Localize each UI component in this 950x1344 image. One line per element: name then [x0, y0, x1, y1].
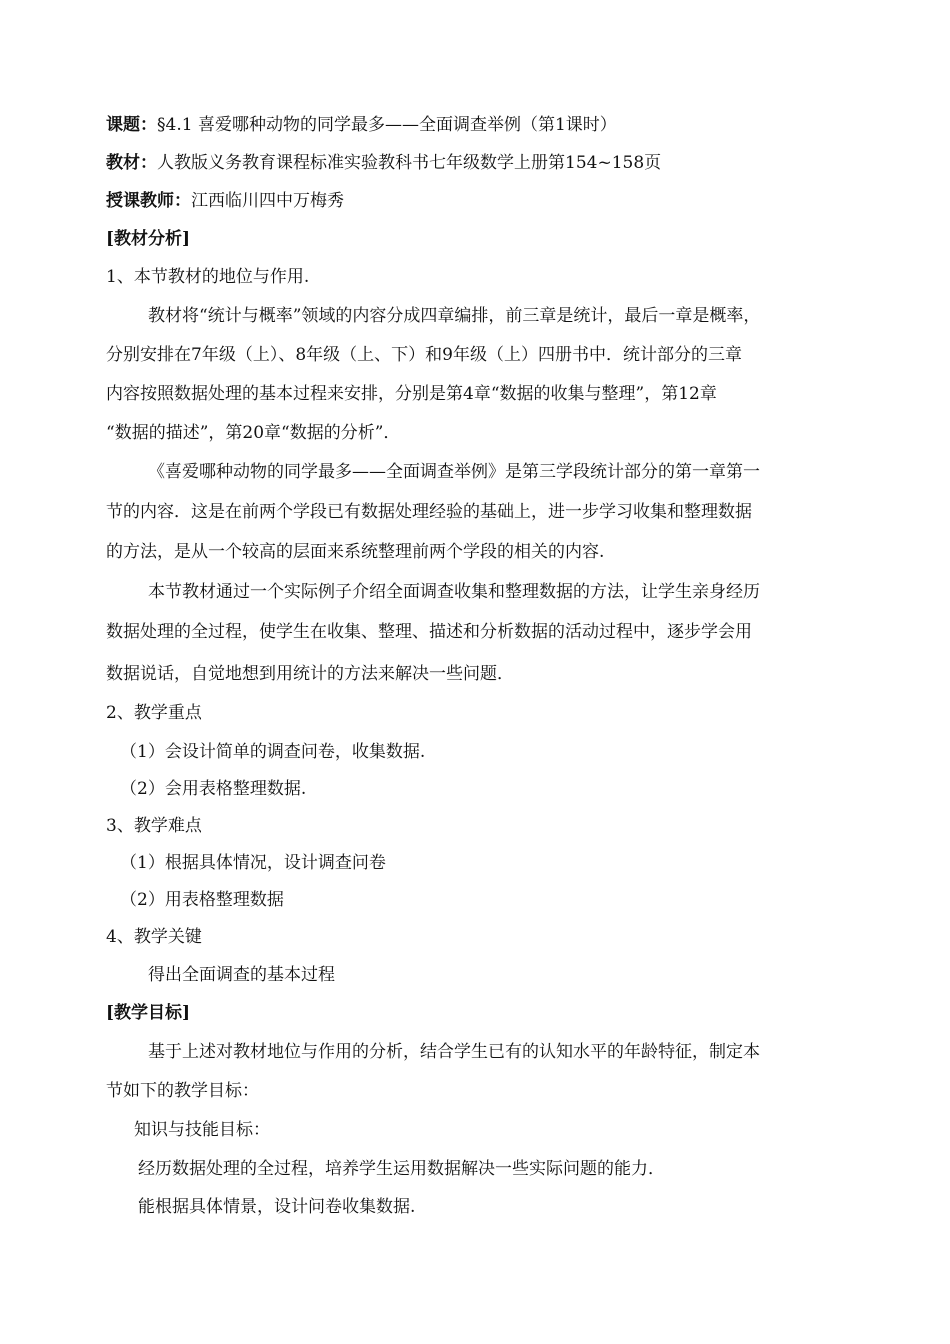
- textbook-line: [106, 151, 661, 175]
- teacher-line: [106, 189, 344, 213]
- goals-intro-line: 节如下的教学目标：: [106, 1081, 259, 1101]
- section-3-title: 3、教学难点: [106, 816, 202, 836]
- paragraph-3-line: 本节教材通过一个实际例子介绍全面调查收集和整理数据的方法，让学生亲身经历: [148, 582, 760, 602]
- textbook-label: 教材：: [106, 153, 157, 173]
- analysis-heading: [教材分析]: [106, 229, 191, 249]
- section-2-title: 2、教学重点: [106, 703, 202, 723]
- topic-label: 课题：: [106, 115, 157, 135]
- knowledge-title: 知识与技能目标：: [134, 1120, 270, 1140]
- paragraph-1-line: “数据的描述”，第20章“数据的分析”．: [106, 423, 401, 443]
- teacher-label: 授课教师：: [106, 191, 191, 211]
- paragraph-3-line: 数据处理的全过程，使学生在收集、整理、描述和分析数据的活动过程中，逐步学会用: [106, 622, 752, 642]
- section-3-item: （2）用表格整理数据: [120, 890, 284, 910]
- topic-line: [106, 113, 617, 137]
- section-2-item: （1）会设计简单的调查问卷，收集数据.: [120, 742, 426, 762]
- textbook-value: 人教版义务教育课程标准实验教科书七年级数学上册第154~158页: [157, 153, 662, 173]
- goals-heading: [教学目标]: [106, 1003, 191, 1023]
- goals-intro-line: 基于上述对教材地位与作用的分析，结合学生已有的认知水平的年龄特征，制定本: [148, 1042, 760, 1062]
- paragraph-1-line: 分别安排在7年级（上）、8年级（上、下）和9年级（上）四册书中．统计部分的三章: [106, 345, 742, 365]
- knowledge-item: 经历数据处理的全过程，培养学生运用数据解决一些实际问题的能力．: [138, 1159, 665, 1179]
- section-4-text: 得出全面调查的基本过程: [148, 965, 335, 985]
- knowledge-item: 能根据具体情景，设计问卷收集数据.: [138, 1197, 416, 1217]
- paragraph-1-line: 内容按照数据处理的基本过程来安排，分别是第4章“数据的收集与整理”，第12章: [106, 384, 717, 404]
- section-2-item: （2）会用表格整理数据.: [120, 779, 307, 799]
- paragraph-2-line: 的方法，是从一个较高的层面来系统整理前两个学段的相关的内容.: [106, 542, 605, 562]
- section-3-item: （1）根据具体情况，设计调查问卷: [120, 853, 386, 873]
- paragraph-3-line: 数据说话，自觉地想到用统计的方法来解决一些问题．: [106, 664, 514, 684]
- paragraph-2-line: 节的内容．这是在前两个学段已有数据处理经验的基础上，进一步学习收集和整理数据: [106, 502, 752, 522]
- topic-value: §4.1 喜爱哪种动物的同学最多——全面调查举例（第1课时）: [157, 115, 617, 135]
- paragraph-1-line: 教材将“统计与概率”领域的内容分成四章编排，前三章是统计，最后一章是概率，: [148, 306, 761, 326]
- section-1-title: 1、本节教材的地位与作用.: [106, 267, 310, 287]
- teacher-value: 江西临川四中万梅秀: [191, 191, 344, 211]
- paragraph-2-line: 《喜爱哪种动物的同学最多——全面调查举例》是第三学段统计部分的第一章第一: [148, 462, 760, 482]
- section-4-title: 4、教学关键: [106, 927, 202, 947]
